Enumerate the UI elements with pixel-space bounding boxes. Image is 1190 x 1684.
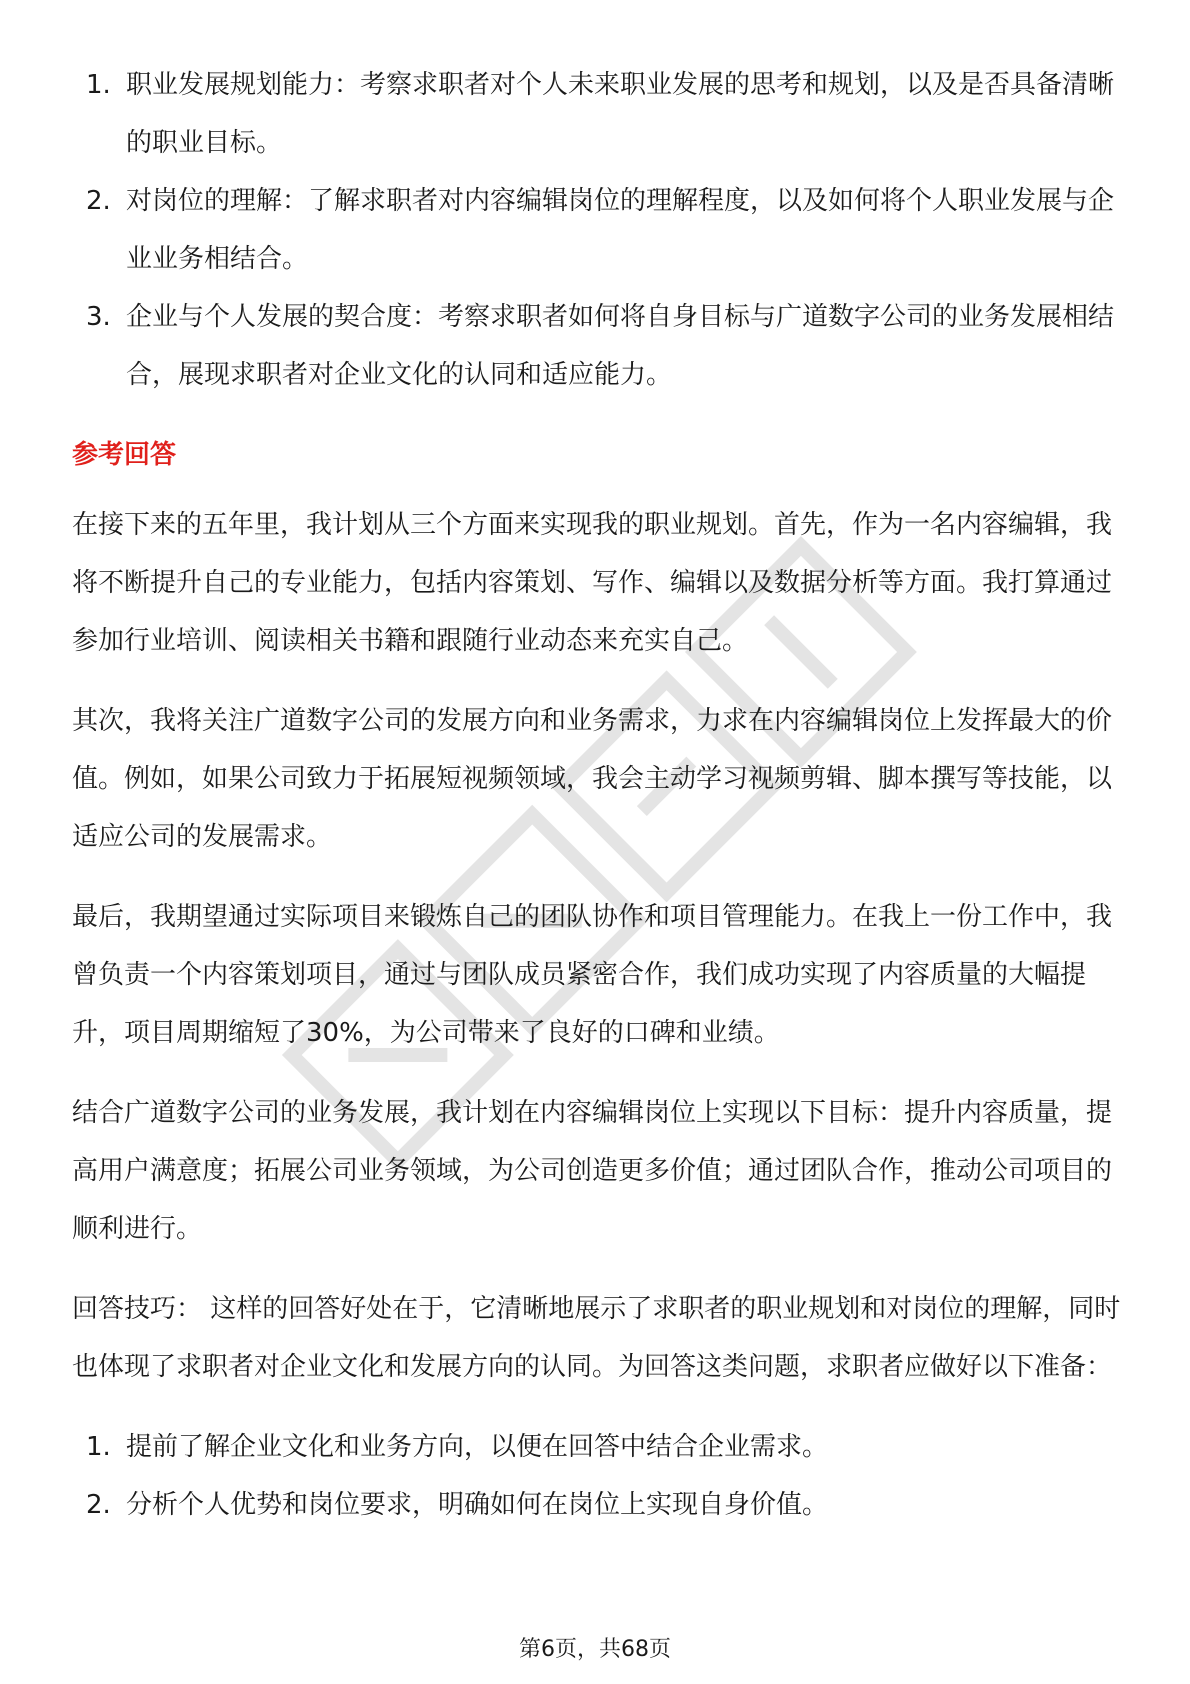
list-item <box>72 288 1122 404</box>
list-item-number: 1. <box>86 70 111 100</box>
list-item-number: 2. <box>86 1490 111 1520</box>
preparation-list <box>72 1418 1122 1534</box>
page-content <box>72 56 1122 1534</box>
answer-paragraph-4: 结合广道数字公司的业务发展，我计划在内容编辑岗位上实现以下目标：提升内容质量，提高用户满意度；拓展公司业务领域，为公司创造更多价值；通过团队合作，推动公司项目的顺利进行。 <box>72 1098 1113 1244</box>
list-item-text: 企业与个人发展的契合度：考察求职者如何将自身目标与广道数字公司的业务发展相结合，展现求职者对企业文化的认同和适应能力。 <box>126 302 1115 390</box>
list-item-text: 分析个人优势和岗位要求，明确如何在岗位上实现自身价值。 <box>126 1490 829 1520</box>
list-item-text: 职业发展规划能力：考察求职者对个人未来职业发展的思考和规划，以及是否具备清晰的职业目标。 <box>126 70 1115 158</box>
list-item <box>72 172 1122 288</box>
list-item <box>72 1476 1122 1534</box>
answer-paragraph-1: 在接下来的五年里，我计划从三个方面来实现我的职业规划。首先，作为一名内容编辑，我将不断提升自己的专业能力，包括内容策划、写作、编辑以及数据分析等方面。我打算通过参加行业培训、阅读相关书籍和跟随行业动态来充实自己。 <box>72 510 1113 656</box>
section-heading: 参考回答 <box>72 440 177 470</box>
answer-paragraph-2: 其次，我将关注广道数字公司的发展方向和业务需求，力求在内容编辑岗位上发挥最大的价值。例如，如果公司致力于拓展短视频领域，我会主动学习视频剪辑、脚本撰写等技能，以适应公司的发展需求。 <box>72 706 1113 852</box>
list-item-number: 2. <box>86 186 111 216</box>
list-item-number: 3. <box>86 302 111 332</box>
list-item-text: 提前了解企业文化和业务方向，以便在回答中结合企业需求。 <box>126 1432 829 1462</box>
page-footer: 第6页，共68页 <box>519 1637 671 1662</box>
criteria-list <box>72 56 1122 404</box>
list-item-number: 1. <box>86 1432 111 1462</box>
list-item <box>72 1418 1122 1476</box>
list-item-text: 对岗位的理解：了解求职者对内容编辑岗位的理解程度，以及如何将个人职业发展与企业业务相结合。 <box>126 186 1115 274</box>
list-item <box>72 56 1122 172</box>
answer-paragraph-3: 最后，我期望通过实际项目来锻炼自己的团队协作和项目管理能力。在我上一份工作中，我曾负责一个内容策划项目，通过与团队成员紧密合作，我们成功实现了内容质量的大幅提升，项目周期缩短了30%，为公司带来了良好的口碑和业绩。 <box>72 902 1113 1048</box>
tips-paragraph: 回答技巧： 这样的回答好处在于，它清晰地展示了求职者的职业规划和对岗位的理解，同时也体现了求职者对企业文化和发展方向的认同。为回答这类问题，求职者应做好以下准备： <box>72 1294 1121 1382</box>
